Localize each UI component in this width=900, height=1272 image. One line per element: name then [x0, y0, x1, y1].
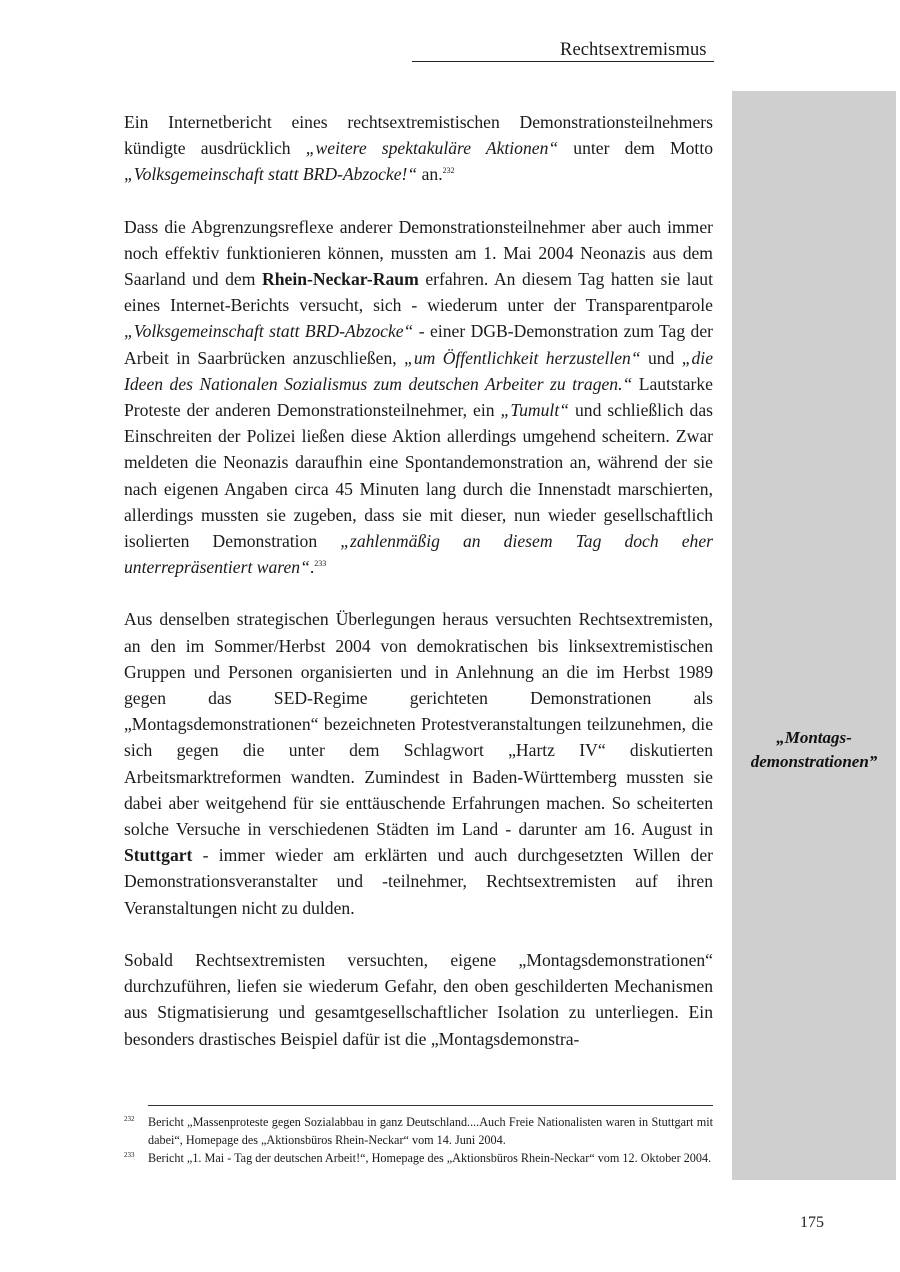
quote: „zahlenmäßig an diesem Tag doch eher unterrepräsentiert waren“: [124, 531, 713, 578]
text-run: - einer DGB-Demonstration zum Tag der Arbeit in Saarbrücken anzuschließen,: [124, 321, 713, 368]
footnote-rule: [148, 1105, 713, 1106]
footnote-number: 233: [124, 1151, 135, 1159]
quote: „Volksgemeinschaft statt BRD-Abzocke“: [124, 321, 414, 342]
text-run: erfahren. An diesem Tag hatten sie laut eines Internet-Berichts versucht, sich - wiederum unter der Transparentparole: [124, 269, 713, 316]
page-number: 175: [800, 1214, 824, 1231]
place-name: Stuttgart: [124, 845, 193, 866]
text-run: Lautstarke Proteste der anderen Demonstrationsteilnehmer, ein: [124, 373, 713, 421]
margin-note-line-1: „Montags-: [776, 728, 852, 747]
quote: „Tumult“: [500, 400, 569, 421]
footnote-233: [124, 1149, 713, 1167]
text-run: und: [640, 347, 682, 368]
quote: „um Öffentlichkeit herzustellen“: [404, 347, 641, 368]
margin-note-line-2: demonstrationen”: [750, 752, 878, 771]
header-rule: [412, 61, 714, 62]
place-name: Rhein-Neckar-Raum: [262, 269, 419, 290]
text-run: an.: [417, 164, 443, 185]
paragraph-1: [124, 109, 713, 188]
text-run: unter dem Motto: [558, 138, 714, 159]
text-run: - immer wieder am erklärten und auch durchgesetzten Willen der Demonstrationsveranstalter und -teilnehmer, Rechtsextremisten auf ihren Veranstaltungen nicht zu dulden.: [124, 845, 713, 918]
text-run: und schließlich das Einschreiten der Polizei ließen diese Aktion allerdings umgehend scheitern. Zwar meldeten die Neonazis daraufhin eine Spontandemonstration an, während der sie nach eigenen Angaben circa 45 Minuten lang durch die Innenstadt marschierten, allerdings mussten sie zugeben, dass sie mit dieser, nun wieder gesellschaftlich isolierten Demonstration: [124, 400, 713, 552]
footnote-text: Bericht „1. Mai - Tag der deutschen Arbeit!“, Homepage des „Aktionsbüros Rhein-Neckar“ vom 12. Oktober 2004.: [148, 1151, 712, 1165]
margin-sidebar: [732, 91, 896, 1180]
text-run: Sobald Rechtsextremisten versuchten, eigene „Montagsdemonstrationen“ durchzuführen, liefen sie wiederum Gefahr, den oben geschilderten Mechanismen aus Stigmatisierung und gesamtgesellschaftlicher Isolation zu unterliegen. Ein besonders drastisches Beispiel dafür ist die „Montagsdemonstra-: [124, 949, 713, 1049]
paragraph-4: [124, 947, 713, 1052]
footnote-number: 232: [124, 1115, 135, 1123]
text-run: Ein Internetbericht eines rechtsextremistischen Demonstrationsteilnehmers kündigte ausdrücklich: [124, 112, 713, 159]
footnotes: [124, 1113, 713, 1167]
body-text: [124, 109, 713, 1078]
text-run: Dass die Abgrenzungsreflexe anderer Demonstrationsteilnehmer aber auch immer noch effektiv funktionieren können, mussten am 1. Mai 2004 Neonazis aus dem Saarland und dem: [124, 216, 713, 290]
paragraph-2: [124, 214, 713, 581]
text-run: Aus denselben strategischen Überlegungen heraus versuchten Rechtsextremisten, an den im Sommer/Herbst 2004 von demokratischen bis linksextremistischen Gruppen und Personen organisierten und in Anlehnung an die im Herbst 1989 gegen das SED-Regime gerichteten Demonstrationen als „Montagsdemonstrationen“ bezeichneten Protestveranstaltungen teilzunehmen, die sich gegen die unter dem Schlagwort „Hartz IV“ diskutierten Arbeitsmarktreformen wandten. Zumindest in Baden-Württemberg mussten sie dabei aber weitgehend für sie enttäuschende Erfahrungen machen. So scheiterten solche Versuche in verschiedenen Städten im Land - darunter am 16. August in: [124, 609, 713, 840]
footnote-text: Bericht „Massenproteste gegen Sozialabbau in ganz Deutschland....Auch Freie Nationalisten waren in Stuttgart mit dabei“, Homepage des „Aktionsbüros Rhein-Neckar“ vom 14. Juni 2004.: [148, 1115, 713, 1147]
quote: „die Ideen des Nationalen Sozialismus zum deutschen Arbeiter zu tragen.“: [124, 347, 713, 394]
running-header: Rechtsextremismus: [560, 40, 707, 60]
footnote-ref: 232: [442, 166, 455, 176]
quote: „weitere spektakuläre Aktionen“: [305, 138, 559, 159]
quote: „Volksgemeinschaft statt BRD-Abzocke!“: [124, 164, 418, 185]
footnote-ref: 233: [314, 559, 327, 569]
margin-note: [732, 726, 896, 774]
footnote-232: [124, 1113, 713, 1149]
text-run: .: [309, 557, 315, 578]
paragraph-3: [124, 606, 713, 920]
